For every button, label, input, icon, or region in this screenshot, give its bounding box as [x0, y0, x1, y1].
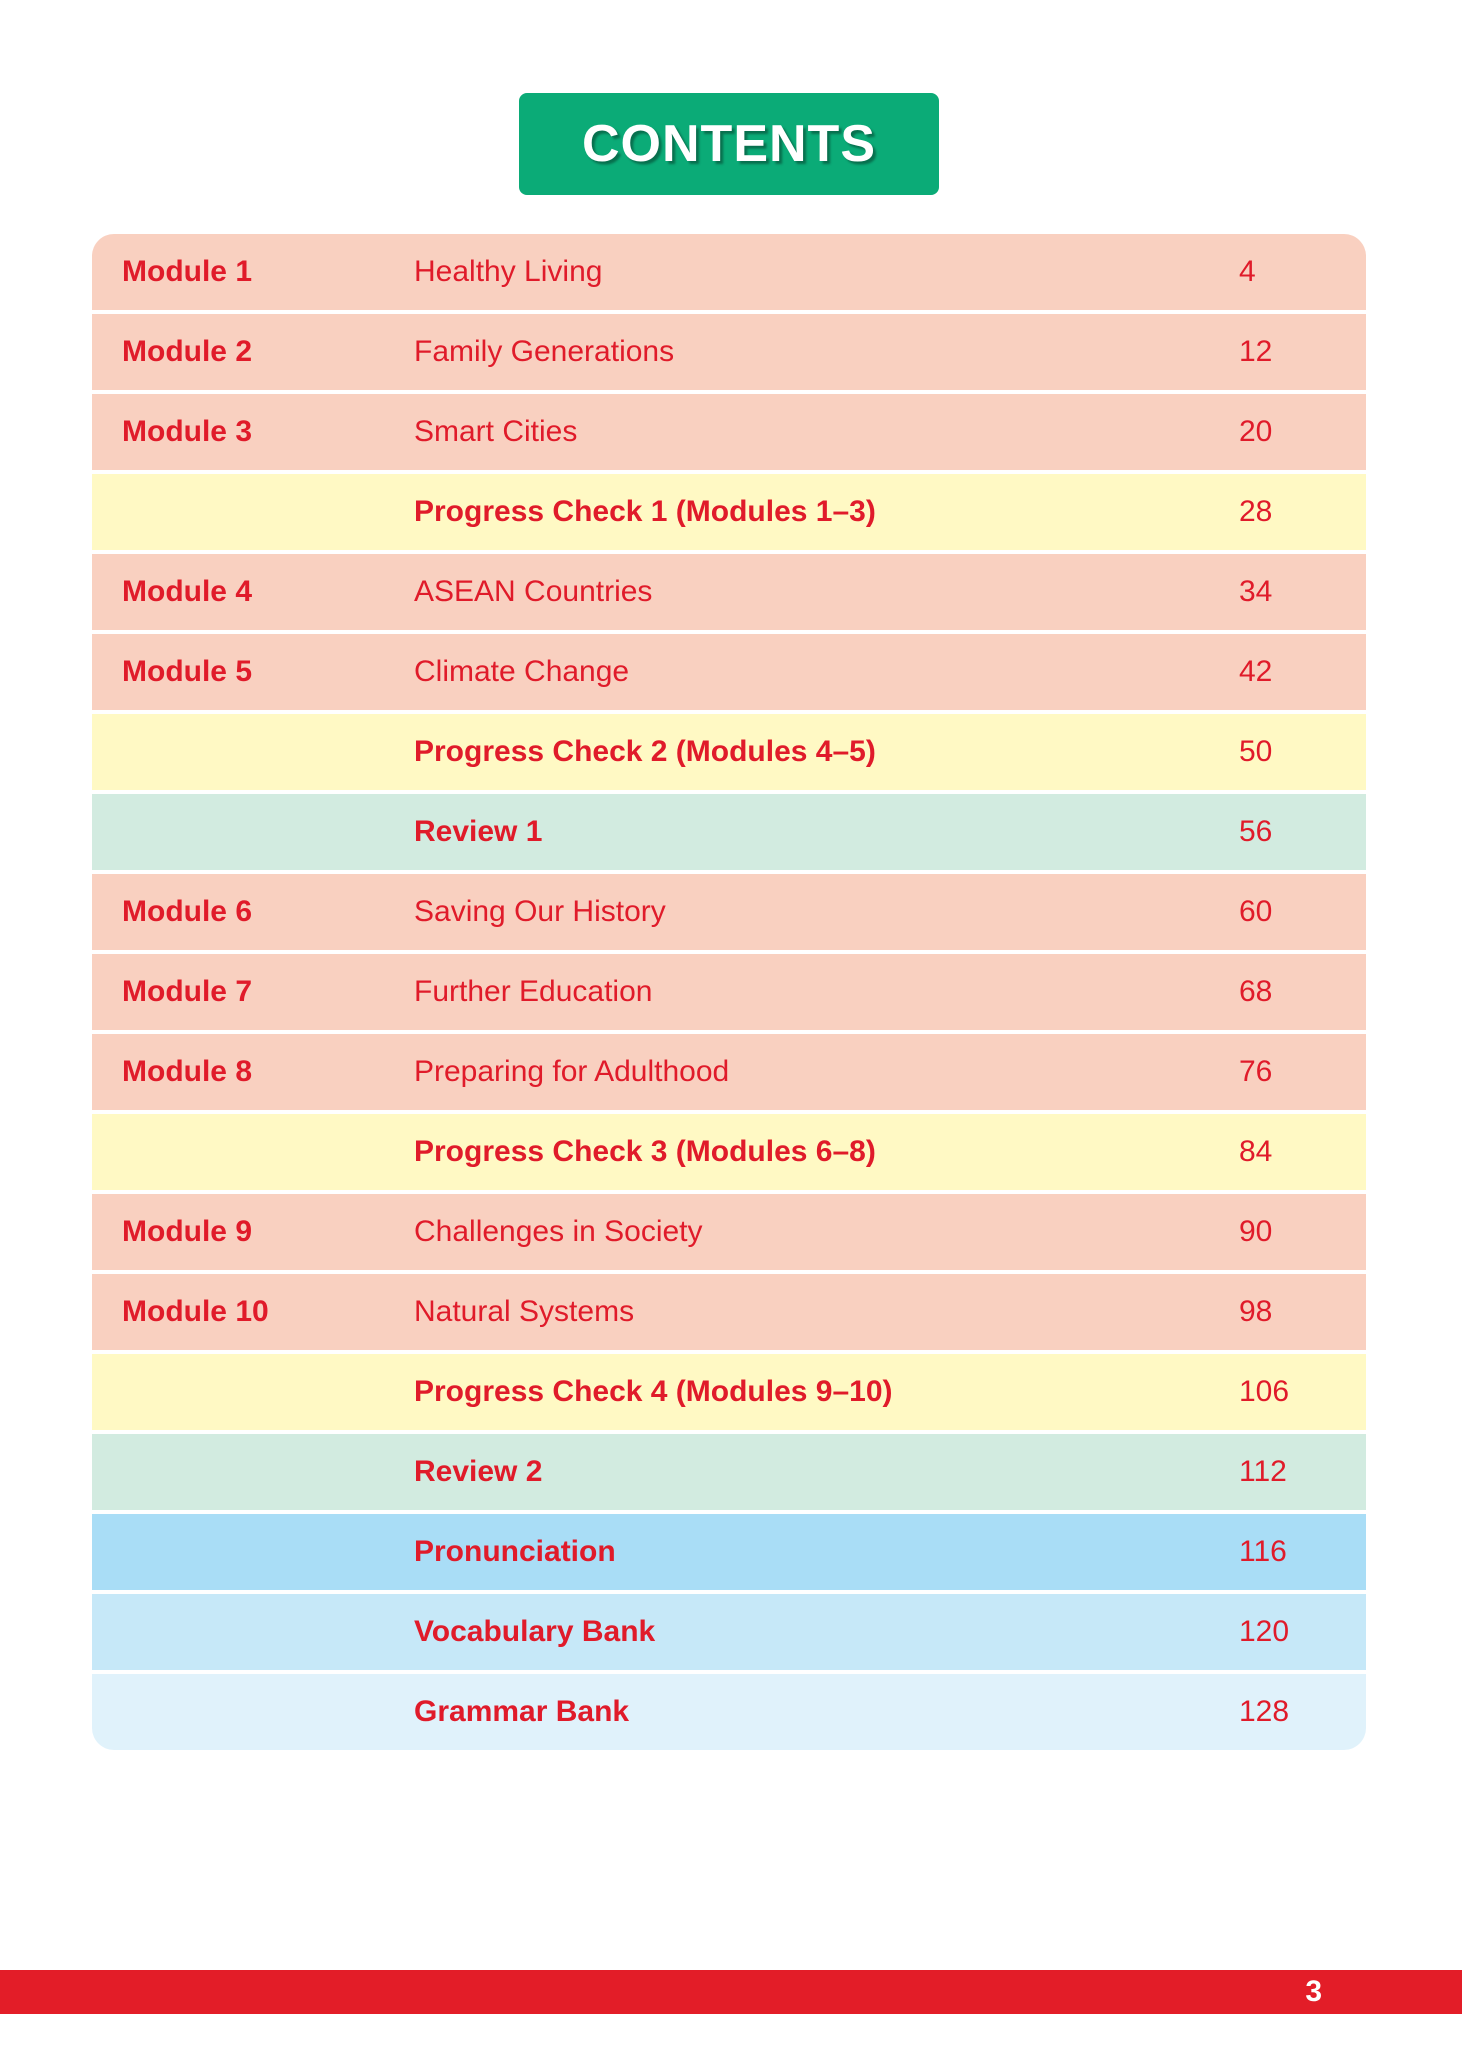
toc-row[interactable]: [92, 310, 1366, 390]
toc-row-review[interactable]: [92, 790, 1366, 870]
page-number: 42: [1239, 655, 1273, 688]
module-label: Module 2: [122, 335, 253, 368]
page-number: 84: [1239, 1135, 1273, 1168]
toc-row[interactable]: [92, 550, 1366, 630]
contents-title-box: [519, 93, 939, 195]
topic-title: Natural Systems: [414, 1295, 635, 1328]
page-number: 128: [1239, 1695, 1290, 1728]
module-label: Module 4: [122, 575, 253, 608]
page-number: 116: [1239, 1535, 1287, 1568]
toc-row-review[interactable]: [92, 1430, 1366, 1510]
topic-title: Progress Check 4 (Modules 9–10): [414, 1375, 893, 1408]
toc-row-progress-check[interactable]: [92, 710, 1366, 790]
toc-row-progress-check[interactable]: [92, 470, 1366, 550]
module-label: Module 1: [122, 255, 253, 288]
toc-row[interactable]: [92, 870, 1366, 950]
topic-title: Challenges in Society: [414, 1215, 703, 1248]
toc-row-grammar-bank[interactable]: [92, 1670, 1366, 1750]
toc-row[interactable]: [92, 234, 1366, 310]
toc-row[interactable]: [92, 630, 1366, 710]
page-number: 4: [1239, 255, 1256, 288]
toc-row[interactable]: [92, 390, 1366, 470]
page-title: CONTENTS: [582, 115, 876, 173]
page-number: 56: [1239, 815, 1273, 848]
page-number: 60: [1239, 895, 1273, 928]
module-label: Module 9: [122, 1215, 253, 1248]
toc-row-progress-check[interactable]: [92, 1110, 1366, 1190]
topic-title: Pronunciation: [414, 1535, 616, 1568]
topic-title: Progress Check 1 (Modules 1–3): [414, 495, 876, 528]
topic-title: Progress Check 3 (Modules 6–8): [414, 1135, 876, 1168]
topic-title: Vocabulary Bank: [414, 1615, 656, 1648]
toc-row[interactable]: [92, 950, 1366, 1030]
page-number: 68: [1239, 975, 1273, 1008]
topic-title: ASEAN Countries: [414, 575, 653, 608]
topic-title: Smart Cities: [414, 415, 578, 448]
toc-row-pronunciation[interactable]: [92, 1510, 1366, 1590]
footer-page-number: 3: [1305, 1975, 1322, 2008]
page-number: 98: [1239, 1295, 1273, 1328]
toc-row[interactable]: [92, 1190, 1366, 1270]
module-label: Module 7: [122, 975, 253, 1008]
page-number: 20: [1239, 415, 1273, 448]
toc-row[interactable]: [92, 1270, 1366, 1350]
module-label: Module 5: [122, 655, 253, 688]
topic-title: Review 2: [414, 1455, 543, 1488]
topic-title: Family Generations: [414, 335, 675, 368]
module-label: Module 6: [122, 895, 253, 928]
page-number: 76: [1239, 1055, 1273, 1088]
contents-table: [92, 234, 1366, 1750]
page-number: 106: [1239, 1375, 1290, 1408]
topic-title: Progress Check 2 (Modules 4–5): [414, 735, 876, 768]
topic-title: Review 1: [414, 815, 543, 848]
module-label: Module 3: [122, 415, 253, 448]
page-number: 28: [1239, 495, 1273, 528]
page-number: 34: [1239, 575, 1273, 608]
module-label: Module 10: [122, 1295, 269, 1328]
topic-title: Preparing for Adulthood: [414, 1055, 730, 1088]
toc-row-vocabulary-bank[interactable]: [92, 1590, 1366, 1670]
topic-title: Grammar Bank: [414, 1695, 630, 1728]
toc-row-progress-check[interactable]: [92, 1350, 1366, 1430]
topic-title: Further Education: [414, 975, 653, 1008]
page-number: 120: [1239, 1615, 1290, 1648]
topic-title: Healthy Living: [414, 255, 603, 288]
footer-bar: [0, 1970, 1462, 2014]
page-number: 90: [1239, 1215, 1273, 1248]
page-number: 12: [1239, 335, 1273, 368]
topic-title: Climate Change: [414, 655, 630, 688]
page-number: 50: [1239, 735, 1273, 768]
topic-title: Saving Our History: [414, 895, 666, 928]
page-number: 112: [1239, 1455, 1287, 1488]
toc-row[interactable]: [92, 1030, 1366, 1110]
module-label: Module 8: [122, 1055, 253, 1088]
